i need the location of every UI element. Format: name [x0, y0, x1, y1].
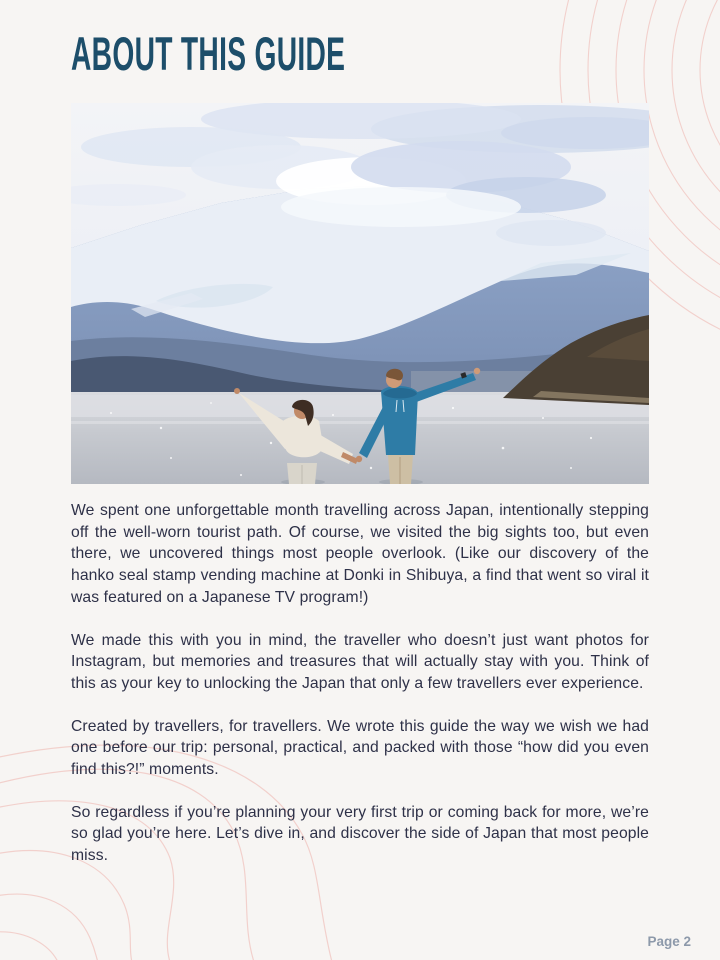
fuji-couple-photo	[71, 103, 649, 484]
paragraph-created-by-travellers: Created by travellers, for travellers. We wrote this guide the way we wish we had one before our trip: personal, practical, and packed with those “how did you even find this?!” moments.	[71, 717, 649, 779]
paragraph-closing: So regardless if you’re planning your very first trip or coming back for more, we’re so glad you’re here. Let’s dive in, and discover the side of Japan that most people miss.	[71, 803, 649, 865]
paragraph-intro: We spent one unforgettable month travelling across Japan, intentionally stepping off the well-worn tourist path. Of course, we visited the big sights too, but even there, we uncovered things most people overlook. (Like our discovery of the hanko seal stamp vending machine at Donki in Shibuya, a find that went so viral it was featured on a Japanese TV program!)	[71, 502, 649, 606]
paragraph-made-for-you: We made this with you in mind, the traveller who doesn’t just want photos for Instagram, but memories and treasures that will actually stay with you. Think of this as your key to unlocking the Japan that only a few travellers ever experience.	[71, 631, 649, 692]
body-copy	[71, 500, 649, 867]
page-number: Page 2	[647, 934, 691, 949]
page-title: ABOUT THIS GUIDE	[71, 27, 346, 80]
fuji-couple-photo-illustration	[71, 103, 649, 484]
